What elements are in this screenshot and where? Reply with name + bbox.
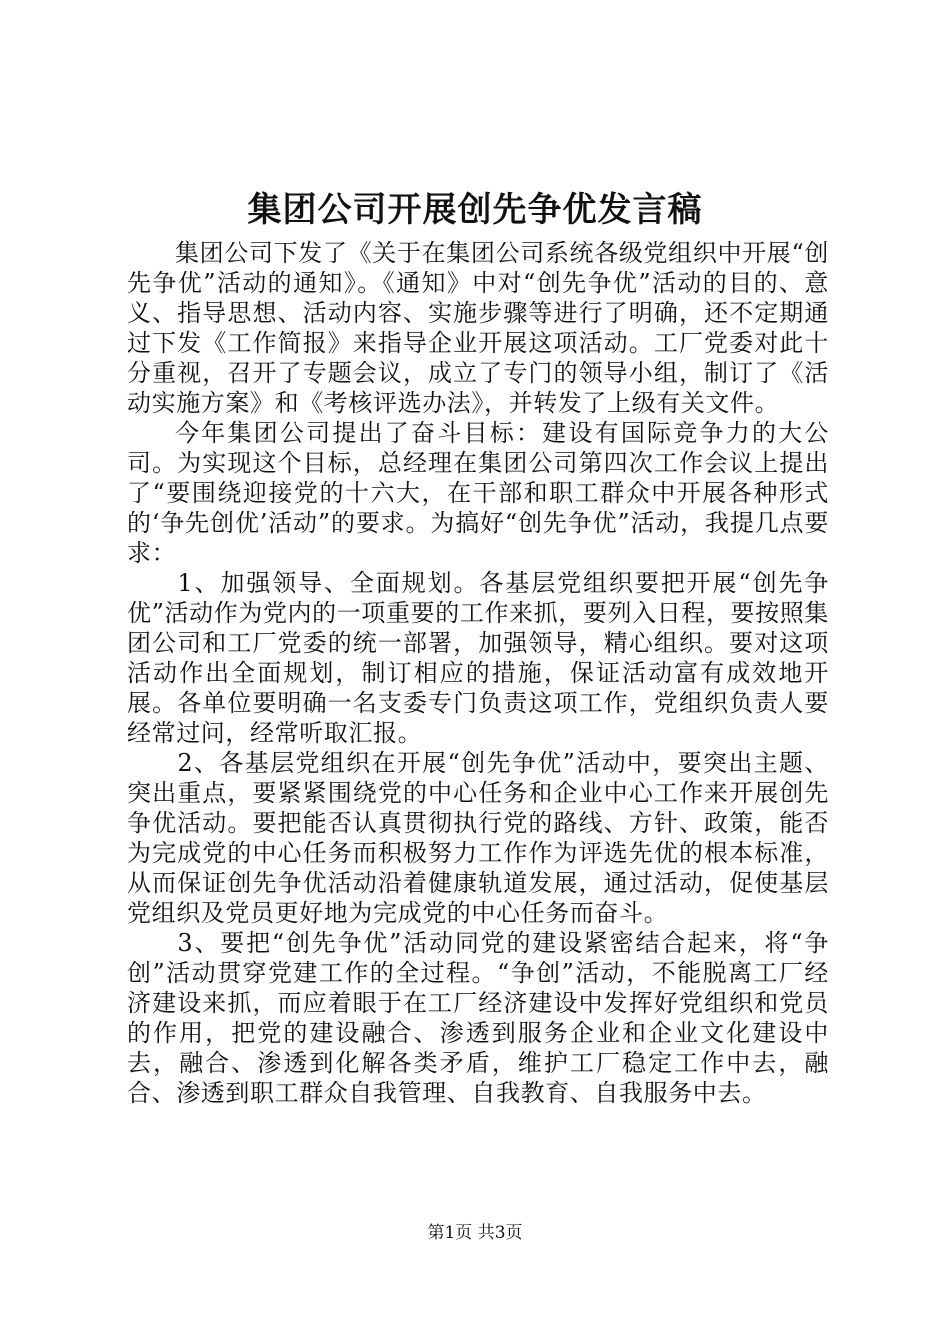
- paragraph-requirement-1: 1、加强领导、全面规划。各基层党组织要把开展“创先争优”活动作为党内的一项重要的工作来抓，要列入日程，要按照集团公司和工厂党委的统一部署，加强领导，精心组织。要对这项活动作出全面规划，制订相应的措施，保证活动富有成效地开展。各单位要明确一名支委专门负责这项工作，党组织负责人要经常过问，经常听取汇报。: [127, 569, 829, 747]
- document-body: [127, 238, 829, 1108]
- paragraph-goal: 今年集团公司提出了奋斗目标：建设有国际竞争力的大公司。为实现这个目标，总经理在集团公司第四次工作会议上提出了“要围绕迎接党的十六大，在干部和职工群众中开展各种形式的‘争先创优’活动”的要求。为搞好“创先争优”活动，我提几点要求：: [127, 419, 829, 567]
- document-title: 集团公司开展创先争优发言稿: [247, 190, 703, 230]
- paragraph-requirement-3: 3、要把“创先争优”活动同党的建设紧密结合起来，将“争创”活动贯穿党建工作的全过程。“争创”活动，不能脱离工厂经济建设来抓，而应着眼于在工厂经济建设中发挥好党组织和党员的作用，把党的建设融合、渗透到服务企业和企业文化建设中去，融合、渗透到化解各类矛盾，维护工厂稳定工作中去，融合、渗透到职工群众自我管理、自我教育、自我服务中去。: [127, 929, 829, 1107]
- paragraph-intro: 集团公司下发了《关于在集团公司系统各级党组织中开展“创先争优”活动的通知》。《通知》中对“创先争优”活动的目的、意义、指导思想、活动内容、实施步骤等进行了明确，还不定期通过下发《工作简报》来指导企业开展这项活动。工厂党委对此十分重视，召开了专题会议，成立了专门的领导小组，制订了《活动实施方案》和《考核评选办法》，并转发了上级有关文件。: [127, 239, 829, 417]
- page-number-footer: 第1页 共3页: [427, 1223, 523, 1243]
- paragraph-requirement-2: 2、各基层党组织在开展“创先争优”活动中，要突出主题、突出重点，要紧紧围绕党的中心任务和企业中心工作来开展创先争优活动。要把能否认真贯彻执行党的路线、方针、政策，能否为完成党的中心任务而积极努力工作作为评选先优的根本标准，从而保证创先争优活动沿着健康轨道发展，通过活动，促使基层党组织及党员更好地为完成党的中心任务而奋斗。: [127, 749, 829, 927]
